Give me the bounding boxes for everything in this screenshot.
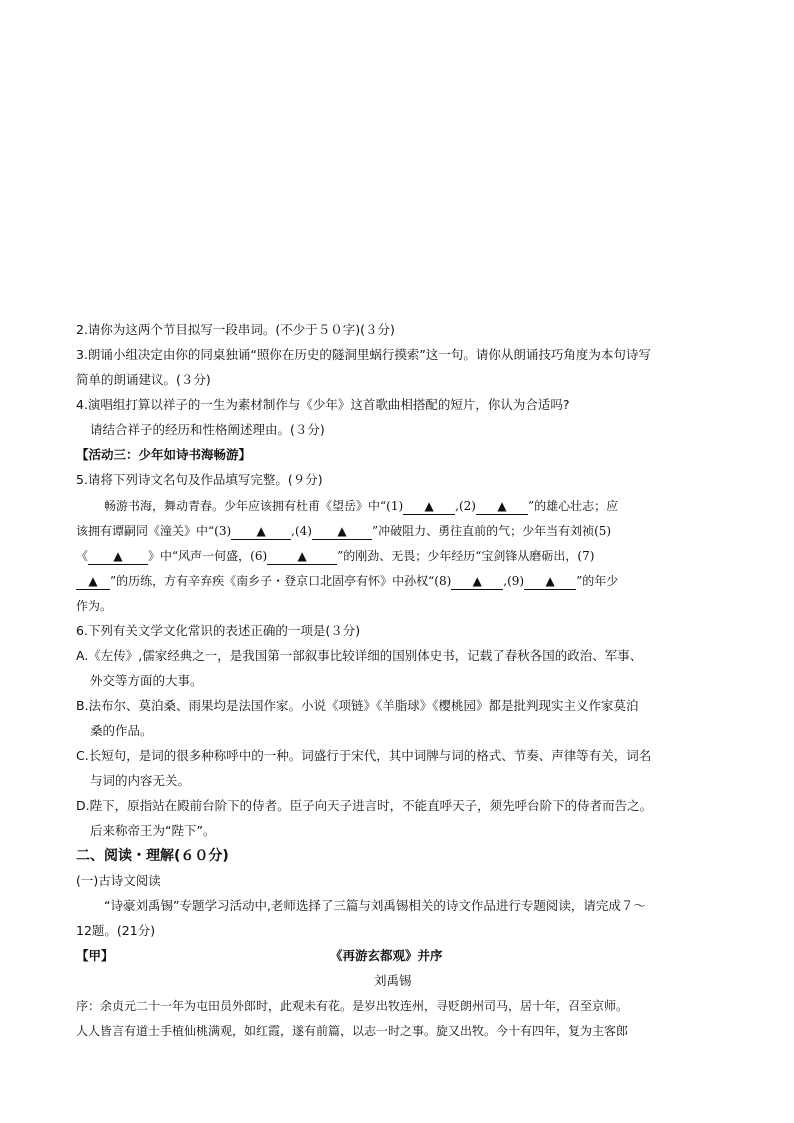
poem-title: 《再游玄都观》并序 xyxy=(330,948,443,963)
reading-intro-cont: 12题。(21分) xyxy=(76,923,156,938)
poem-line-5: 作为。 xyxy=(76,599,113,613)
option-a: A.《左传》,儒家经典之一，是我国第一部叙事比较详细的国别体史书，记载了春秋各国的政治、军事、 xyxy=(76,648,643,663)
answer-blank-4[interactable]: ▲ xyxy=(312,523,372,540)
question-3: 3.朗诵小组决定由你的同桌独诵“照你在历史的隧洞里蜗行摸索”这一句。请你从朗诵技巧角度为本句诗写 xyxy=(76,347,651,362)
preface-line-2: 人人皆言有道士手植仙桃满观，如红霞，遂有前篇，以志一时之事。旋又出牧。今十有四年，复为主客郎 xyxy=(76,1024,629,1038)
part-1-heading: (一)古诗文阅读 xyxy=(76,873,161,888)
poem-line-2: 该拥有谭嗣同《潼关》中“(3) ▲ ,(4) ▲ ”冲破阻力、勇往直前的气；少年当有刘祯(5) xyxy=(76,524,612,538)
option-c: C.长短句，是词的很多种称呼中的一种。词盛行于宋代，其中词牌与词的格式、节奏、声律等有关，词名 xyxy=(76,748,652,763)
answer-blank-2[interactable]: ▲ xyxy=(476,498,528,515)
option-d: D.陛下，原指站在殿前台阶下的侍者。臣子向天子进言时，不能直呼天子，须先呼台阶下的侍者而告之。 xyxy=(76,798,653,813)
section-2-heading: 二、阅读・理解(６０分) xyxy=(76,848,229,864)
reading-intro: “诗豪刘禹锡”专题学习活动中,老师选择了三篇与刘禹锡相关的诗文作品进行专题阅读，请完成７～ xyxy=(104,898,646,913)
question-4-cont: 请结合祥子的经历和性格阐述理由。(３分) xyxy=(90,422,325,437)
answer-blank-7[interactable]: ▲ xyxy=(76,573,110,590)
preface-line-1: 序：余贞元二十一年为屯田员外郎时，此观未有花。是岁出牧连州，寻贬朗州司马，居十年，召至京师。 xyxy=(76,999,629,1013)
poem-author: 刘禹锡 xyxy=(374,973,412,988)
poem-line-3: 《 ▲ 》中“风声一何盛，(6) ▲ ”的刚劲、无畏；少年经历“宝剑锋从磨砺出，(7) xyxy=(76,549,595,563)
answer-blank-9[interactable]: ▲ xyxy=(524,573,576,590)
answer-blank-8[interactable]: ▲ xyxy=(451,573,503,590)
answer-blank-5[interactable]: ▲ xyxy=(88,548,148,565)
poem-line-4: ▲ ”的历练，方有辛弃疾《南乡子・登京口北固亭有怀》中孙权“(8) ▲ ,(9) ▲ ”的年少 xyxy=(76,571,734,591)
text-jia-label: 【甲】 xyxy=(76,948,114,963)
answer-blank-1[interactable]: ▲ xyxy=(403,498,455,515)
question-6: 6.下列有关文学文化常识的表述正确的一项是(３分) xyxy=(76,623,361,638)
activity-3-heading: 【活动三：少年如诗书海畅游】 xyxy=(76,447,252,462)
question-2: 2.请你为这两个节目拟写一段串词。(不少于５０字)(３分) xyxy=(76,322,395,337)
question-3-cont: 简单的朗诵建议。(３分) xyxy=(76,372,211,387)
option-b-cont: 桑的作品。 xyxy=(90,723,153,738)
answer-blank-6[interactable]: ▲ xyxy=(267,548,337,565)
poem-line-1: 畅游书海，舞动青春。少年应该拥有杜甫《望岳》中“(1) ▲ ,(2) ▲ ”的雄心壮志；应 xyxy=(104,499,619,513)
option-d-cont: 后来称帝王为“陛下”。 xyxy=(90,823,216,838)
option-b: B.法布尔、莫泊桑、雨果均是法国作家。小说《项链》《羊脂球》《樱桃园》都是批判现实主义作家莫泊 xyxy=(76,698,639,713)
question-5: 5.请将下列诗文名句及作品填写完整。(９分) xyxy=(76,472,323,487)
question-4: 4.演唱组打算以祥子的一生为素材制作与《少年》这首歌曲相搭配的短片，你认为合适吗? xyxy=(76,397,570,412)
option-a-cont: 外交等方面的大事。 xyxy=(90,673,203,688)
option-c-cont: 与词的内容无关。 xyxy=(90,773,191,788)
answer-blank-3[interactable]: ▲ xyxy=(231,523,291,540)
